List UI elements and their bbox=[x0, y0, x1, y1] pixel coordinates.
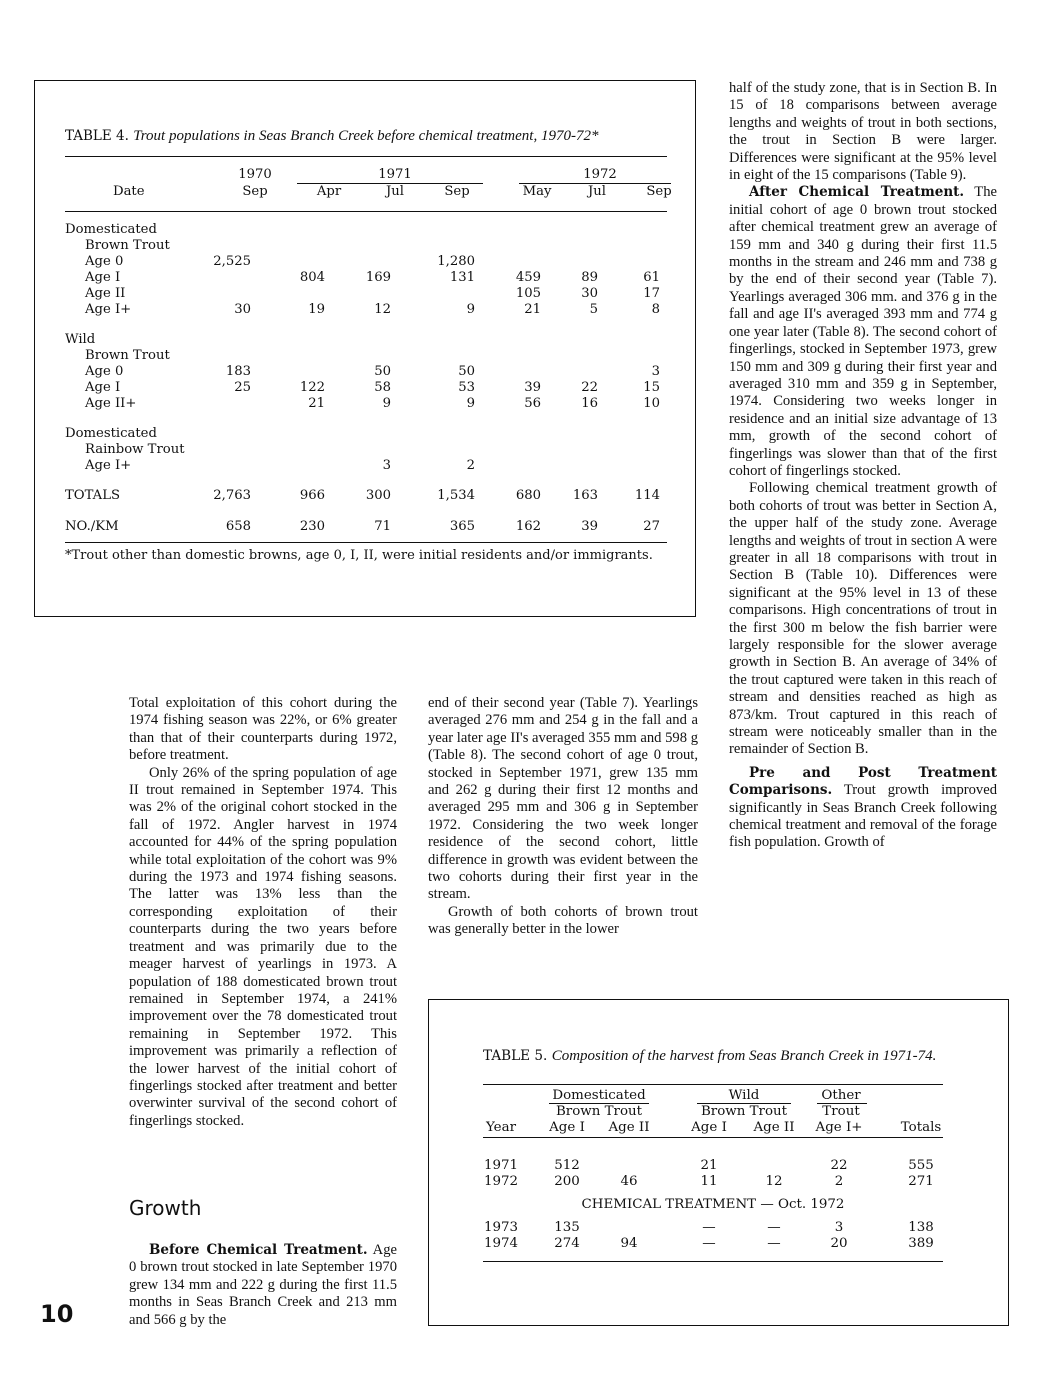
group-rule bbox=[817, 1103, 867, 1104]
table-cell: 163 bbox=[572, 488, 598, 503]
column-header: Totals bbox=[900, 1120, 942, 1135]
table-rule bbox=[483, 1084, 943, 1085]
table-cell: 1,280 bbox=[437, 254, 475, 269]
paragraph: Growth of both cohorts of brown trout was generally better in the lower bbox=[428, 903, 698, 938]
table-cell: 389 bbox=[908, 1236, 934, 1251]
table-cell: 3 bbox=[651, 364, 660, 379]
table-cell: 25 bbox=[234, 380, 251, 395]
row-label: Age 0 bbox=[85, 254, 124, 269]
table-cell: 27 bbox=[643, 519, 660, 534]
table-cell: 1,534 bbox=[437, 488, 475, 503]
row-label: Age II+ bbox=[85, 396, 137, 411]
table-cell: 114 bbox=[634, 488, 660, 503]
table-cell: 21 bbox=[700, 1158, 718, 1173]
left-column-top bbox=[129, 695, 397, 1130]
table-cell: 2,763 bbox=[213, 488, 251, 503]
group-label: Domesticated bbox=[65, 426, 157, 441]
run-in-heading: Pre and Post Treatment Comparisons. bbox=[729, 764, 997, 799]
table-cell: 21 bbox=[524, 302, 541, 317]
table-cell: 135 bbox=[554, 1220, 580, 1235]
table-cell: 300 bbox=[365, 488, 391, 503]
table-cell: 11 bbox=[700, 1174, 718, 1189]
table-cell: 56 bbox=[524, 396, 541, 411]
group-header: Trout bbox=[822, 1104, 860, 1119]
table-cell: 3 bbox=[834, 1220, 844, 1235]
table-4-title: Trout populations in Seas Branch Creek before chemical treatment, 1970-72* bbox=[133, 128, 599, 144]
row-label: Age I+ bbox=[85, 458, 132, 473]
table-cell: 22 bbox=[581, 380, 598, 395]
group-rule bbox=[549, 1103, 649, 1104]
group-header: Wild bbox=[728, 1088, 760, 1103]
table-cell: 17 bbox=[643, 286, 660, 301]
table-cell: 30 bbox=[234, 302, 251, 317]
group-label: Rainbow Trout bbox=[85, 442, 185, 457]
paragraph: half of the study zone, that is in Section B. In 15 of 18 comparisons between average lengths and weights of trout in both sections, the trout in Section B were larger. Differences were significant at the 95% level in eight of the 15 comparisons (Table 9). bbox=[729, 80, 997, 184]
table-cell: 5 bbox=[589, 302, 598, 317]
table-cell: 274 bbox=[554, 1236, 580, 1251]
year-header: 1970 bbox=[238, 167, 272, 182]
group-header: Brown Trout bbox=[700, 1104, 788, 1119]
table-cell: 658 bbox=[225, 519, 251, 534]
month-header: May bbox=[522, 184, 552, 199]
table-cell: 71 bbox=[374, 519, 391, 534]
month-header: Apr bbox=[316, 184, 342, 199]
table-cell: 12 bbox=[374, 302, 391, 317]
group-header: Brown Trout bbox=[555, 1104, 643, 1119]
table-cell: 365 bbox=[449, 519, 475, 534]
table-cell: 183 bbox=[225, 364, 251, 379]
section-heading-growth: Growth bbox=[129, 1196, 202, 1220]
table-4 bbox=[34, 80, 696, 617]
table-cell: 1973 bbox=[483, 1220, 519, 1235]
table-cell: 12 bbox=[765, 1174, 783, 1189]
table-cell: — bbox=[702, 1236, 716, 1251]
group-label: Brown Trout bbox=[85, 238, 170, 253]
table-cell: — bbox=[767, 1236, 781, 1251]
group-label: Domesticated bbox=[65, 222, 157, 237]
paragraph: Following chemical treatment growth of both cohorts of trout was better in Section A, the upper half of the study zone. Average lengths and weights of trout in section A were greater in all 18 comparisons with trout in Section B (Table 10). Differences were significant at the 95% level in 13 of these comparisons. High concentrations of trout in the first 300 m below the fish barrier were largely responsible for the slower average growth in Section B. An average of 34% of the trout captured were taken in this reach of stream and densities reached as high as 873/km. Trout captured in this reach of stream were noticeably smaller than in the remainder of Section B. bbox=[729, 480, 997, 758]
table-cell: 122 bbox=[299, 380, 325, 395]
paragraph-text: The initial cohort of age 0 brown trout stocked after chemical treatment grew an average of 159 mm and 340 g during their first 11.5 months in the stream and 246 mm and 738 g by the end of their second year (Table 7). Yearlings averaged 306 mm. and 376 g in the fall and age II's averaged 393 mm and 774 g one year later (Table 8). The second cohort of fingerlings, stocked in September 1973, grew 150 mm and 309 g during their first year and averaged 310 mm and 359 g in September, 1974. Considering two weeks longer in residence and an initial size advantage of 13 mm, growth of the second cohort of fingerlings was slower than that of the first cohort of fingerlings stocked. bbox=[729, 184, 997, 479]
table-cell: 459 bbox=[515, 270, 541, 285]
run-in-heading: Before Chemical Treatment. bbox=[149, 1242, 368, 1258]
table-rule bbox=[65, 542, 667, 543]
month-header: Jul bbox=[588, 184, 606, 199]
date-header: Date bbox=[113, 184, 145, 199]
table-cell: 105 bbox=[515, 286, 541, 301]
table-cell: 512 bbox=[554, 1158, 580, 1173]
table-rule bbox=[483, 1137, 943, 1138]
paragraph-text: Trout growth improved significantly in Seas Branch Creek following chemical treatment and removal of the forage fish population. Growth of bbox=[729, 782, 997, 851]
row-label: TOTALS bbox=[65, 488, 120, 503]
column-header: Age II bbox=[608, 1120, 650, 1135]
month-header: Sep bbox=[646, 184, 672, 199]
table-cell: 46 bbox=[620, 1174, 638, 1189]
table-cell: 1974 bbox=[483, 1236, 519, 1251]
row-label: Age I+ bbox=[85, 302, 132, 317]
treatment-note: CHEMICAL TREATMENT — Oct. 1972 bbox=[581, 1197, 845, 1212]
paragraph: Only 26% of the spring population of age II trout remained in September 1974. This was 2% of the original cohort stocked in the fall of 1972. Angler harvest in 1974 accounted for 44% of the spring population while total exploitation of the cohort was 9% during the 1973 and 1974 fishing seasons. The latter was 13% less than the corresponding exploitation of their counterparts during the two years before treatment and was primarily due to the meager harvest of yearlings in 1973. A population of 188 domesticated brown trout remained in September 1974, a 241% improvement over the 78 domesticated trout remaining in September 1972. This improvement was primarily a reflection of the lower harvest of the initial cohort of fingerlings stocked after treatment and better overwinter survival of the second cohort of fingerlings stocked. bbox=[129, 764, 397, 1129]
paragraph-text: Age 0 brown trout stocked in late September 1970 grew 134 mm and 222 g during the first 11.5 months in Seas Branch Creek and 213 mm and 566 g by the bbox=[129, 1242, 397, 1328]
paragraph bbox=[729, 184, 997, 480]
table-cell: 61 bbox=[643, 270, 660, 285]
row-label: Age I bbox=[85, 380, 121, 395]
table-cell: 8 bbox=[651, 302, 660, 317]
table-cell: 21 bbox=[308, 396, 325, 411]
table-cell: 3 bbox=[382, 458, 391, 473]
paragraph bbox=[729, 765, 997, 852]
table-cell: 39 bbox=[581, 519, 598, 534]
run-in-heading: After Chemical Treatment. bbox=[749, 184, 965, 201]
table-cell: 169 bbox=[365, 270, 391, 285]
row-label: Age II bbox=[85, 286, 126, 301]
table-cell: 30 bbox=[581, 286, 598, 301]
table-4-caption bbox=[65, 128, 598, 145]
table-cell: 680 bbox=[515, 488, 541, 503]
table-cell: 1971 bbox=[483, 1158, 519, 1173]
table-cell: — bbox=[767, 1220, 781, 1235]
right-column bbox=[729, 80, 997, 852]
table-cell: 19 bbox=[308, 302, 325, 317]
column-header: Age I bbox=[549, 1120, 585, 1135]
table-cell: 271 bbox=[908, 1174, 934, 1189]
group-header: Domesticated bbox=[552, 1088, 646, 1103]
table-cell: 162 bbox=[515, 519, 541, 534]
table-cell: 138 bbox=[908, 1220, 934, 1235]
table-cell: 1972 bbox=[483, 1174, 519, 1189]
group-label: Brown Trout bbox=[85, 348, 170, 363]
table-cell: 230 bbox=[299, 519, 325, 534]
middle-column bbox=[428, 695, 698, 939]
month-header: Jul bbox=[386, 184, 404, 199]
table-cell: 15 bbox=[643, 380, 660, 395]
table-cell: 10 bbox=[643, 396, 660, 411]
row-label: NO./KM bbox=[65, 519, 119, 534]
row-label: Age I bbox=[85, 270, 121, 285]
table-rule bbox=[483, 1261, 943, 1262]
table-cell: 2 bbox=[466, 458, 475, 473]
table-cell: 50 bbox=[458, 364, 475, 379]
row-label: Age 0 bbox=[85, 364, 124, 379]
table-cell: 58 bbox=[374, 380, 391, 395]
group-label: Wild bbox=[65, 332, 96, 347]
left-column-bottom bbox=[129, 1242, 397, 1329]
year-header: 1972 bbox=[583, 167, 617, 182]
table-cell: 804 bbox=[299, 270, 325, 285]
table-cell: 9 bbox=[382, 396, 391, 411]
table-cell: 39 bbox=[524, 380, 541, 395]
month-header: Sep bbox=[444, 184, 470, 199]
column-header: Age I bbox=[691, 1120, 727, 1135]
table-cell: 2 bbox=[834, 1174, 844, 1189]
table-5 bbox=[428, 999, 1009, 1326]
table-cell: 9 bbox=[466, 396, 475, 411]
paragraph: Total exploitation of this cohort during the 1974 fishing season was 22%, or 6% greater than that of their counterparts during 1972, before treatment. bbox=[129, 695, 397, 764]
table-5-caption bbox=[483, 1048, 953, 1064]
table-cell: 2,525 bbox=[213, 254, 251, 269]
month-header: Sep bbox=[242, 184, 268, 199]
group-rule bbox=[697, 1103, 791, 1104]
group-header: Other bbox=[821, 1088, 861, 1103]
table-cell: — bbox=[702, 1220, 716, 1235]
table-5-label: TABLE 5. bbox=[483, 1048, 548, 1064]
table-5-title: Composition of the harvest from Seas Branch Creek in 1971-74. bbox=[551, 1048, 937, 1064]
table-cell: 966 bbox=[299, 488, 325, 503]
paragraph bbox=[129, 1242, 397, 1329]
table-cell: 22 bbox=[830, 1158, 848, 1173]
page-number: 10 bbox=[40, 1300, 74, 1328]
table-cell: 555 bbox=[908, 1158, 934, 1173]
table-cell: 20 bbox=[830, 1236, 848, 1251]
table-cell: 50 bbox=[374, 364, 391, 379]
table-cell: 131 bbox=[449, 270, 475, 285]
table-4-footnote: *Trout other than domestic browns, age 0, I, II, were initial residents and/or immigrants. bbox=[65, 548, 653, 563]
table-cell: 16 bbox=[581, 396, 598, 411]
table-rule bbox=[65, 156, 667, 157]
table-cell: 94 bbox=[620, 1236, 638, 1251]
year-header: 1971 bbox=[378, 167, 412, 182]
table-cell: 200 bbox=[554, 1174, 580, 1189]
table-4-label: TABLE 4. bbox=[65, 128, 129, 144]
column-header: Age II bbox=[753, 1120, 795, 1135]
table-cell: 89 bbox=[581, 270, 598, 285]
paragraph: end of their second year (Table 7). Yearlings averaged 276 mm and 254 g in the fall and a year later age II's averaged 355 mm and 598 g (Table 8). The second cohort of age 0 trout, stocked in September 1971, grew 135 mm and 262 g during their first 12 months and averaged 295 mm and 306 g in September 1972. Considering the two week longer residence of the second cohort, little difference in growth was evident between the two cohorts during their first year in the stream. bbox=[428, 695, 698, 903]
column-header: Age I+ bbox=[815, 1120, 863, 1135]
table-cell: 53 bbox=[458, 380, 475, 395]
table-cell: 9 bbox=[466, 302, 475, 317]
column-header: Year bbox=[486, 1120, 516, 1135]
table-rule bbox=[65, 211, 667, 212]
